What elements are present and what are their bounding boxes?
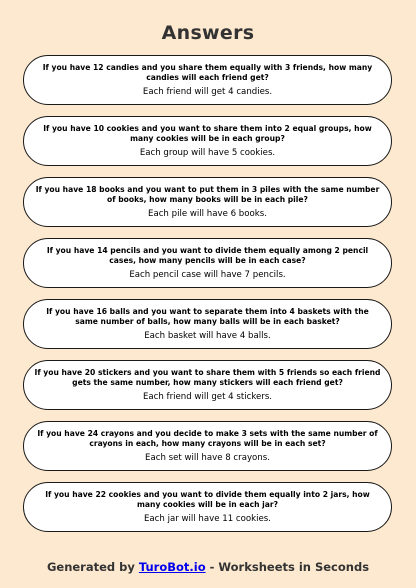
question-text: If you have 16 balls and you want to separate them into 4 baskets with the same number of balls, how many balls will be in each basket? — [46, 307, 369, 326]
answer-text: Each friend will get 4 stickers. — [142, 392, 273, 402]
answer-text: Each group will have 5 cookies. — [139, 148, 276, 158]
turobot-link[interactable]: TuroBot.io — [138, 560, 206, 574]
answer-card — [23, 360, 392, 410]
answer-card — [23, 177, 392, 227]
answer-list — [23, 55, 392, 543]
page-title: Answers — [161, 22, 255, 44]
question-text: If you have 14 pencils and you want to divide them equally among 2 pencil cases, how many pencils will be in each case? — [46, 246, 369, 265]
question-text: If you have 24 crayons and you decide to make 3 sets with the same number of crayons in each, how many crayons will be in each set? — [37, 429, 378, 448]
answer-text: Each jar will have 11 cookies. — [143, 514, 272, 524]
answer-text: Each basket will have 4 balls. — [144, 331, 271, 341]
answer-text: Each set will have 8 crayons. — [145, 453, 270, 463]
answer-card — [23, 116, 392, 166]
answer-card — [23, 299, 392, 349]
answer-card — [23, 421, 392, 471]
answer-text: Each friend will get 4 candies. — [142, 87, 273, 97]
question-text: If you have 10 cookies and you want to share them into 2 equal groups, how many cookies will be in each group? — [43, 124, 372, 143]
question-text: If you have 20 stickers and you want to share them with 5 friends so each friend gets the same number, how many stickers will each friend get? — [34, 368, 381, 387]
footer-suffix: - Worksheets in Seconds — [205, 560, 370, 574]
answer-text: Each pile will have 6 books. — [148, 209, 267, 219]
answer-card — [23, 482, 392, 532]
answer-text: Each pencil case will have 7 pencils. — [129, 270, 286, 280]
footer-prefix: Generated by — [46, 560, 139, 574]
question-text: If you have 18 books and you want to put them in 3 piles with the same number of books, how many books will be in each pile? — [35, 185, 380, 204]
question-text: If you have 12 candies and you share them equally with 3 friends, how many candies will each friend get? — [42, 63, 373, 82]
footer — [0, 560, 416, 574]
answer-card — [23, 55, 392, 105]
question-text: If you have 22 cookies and you want to divide them equally into 2 jars, how many cookies will be in each jar? — [45, 490, 370, 509]
answer-card — [23, 238, 392, 288]
